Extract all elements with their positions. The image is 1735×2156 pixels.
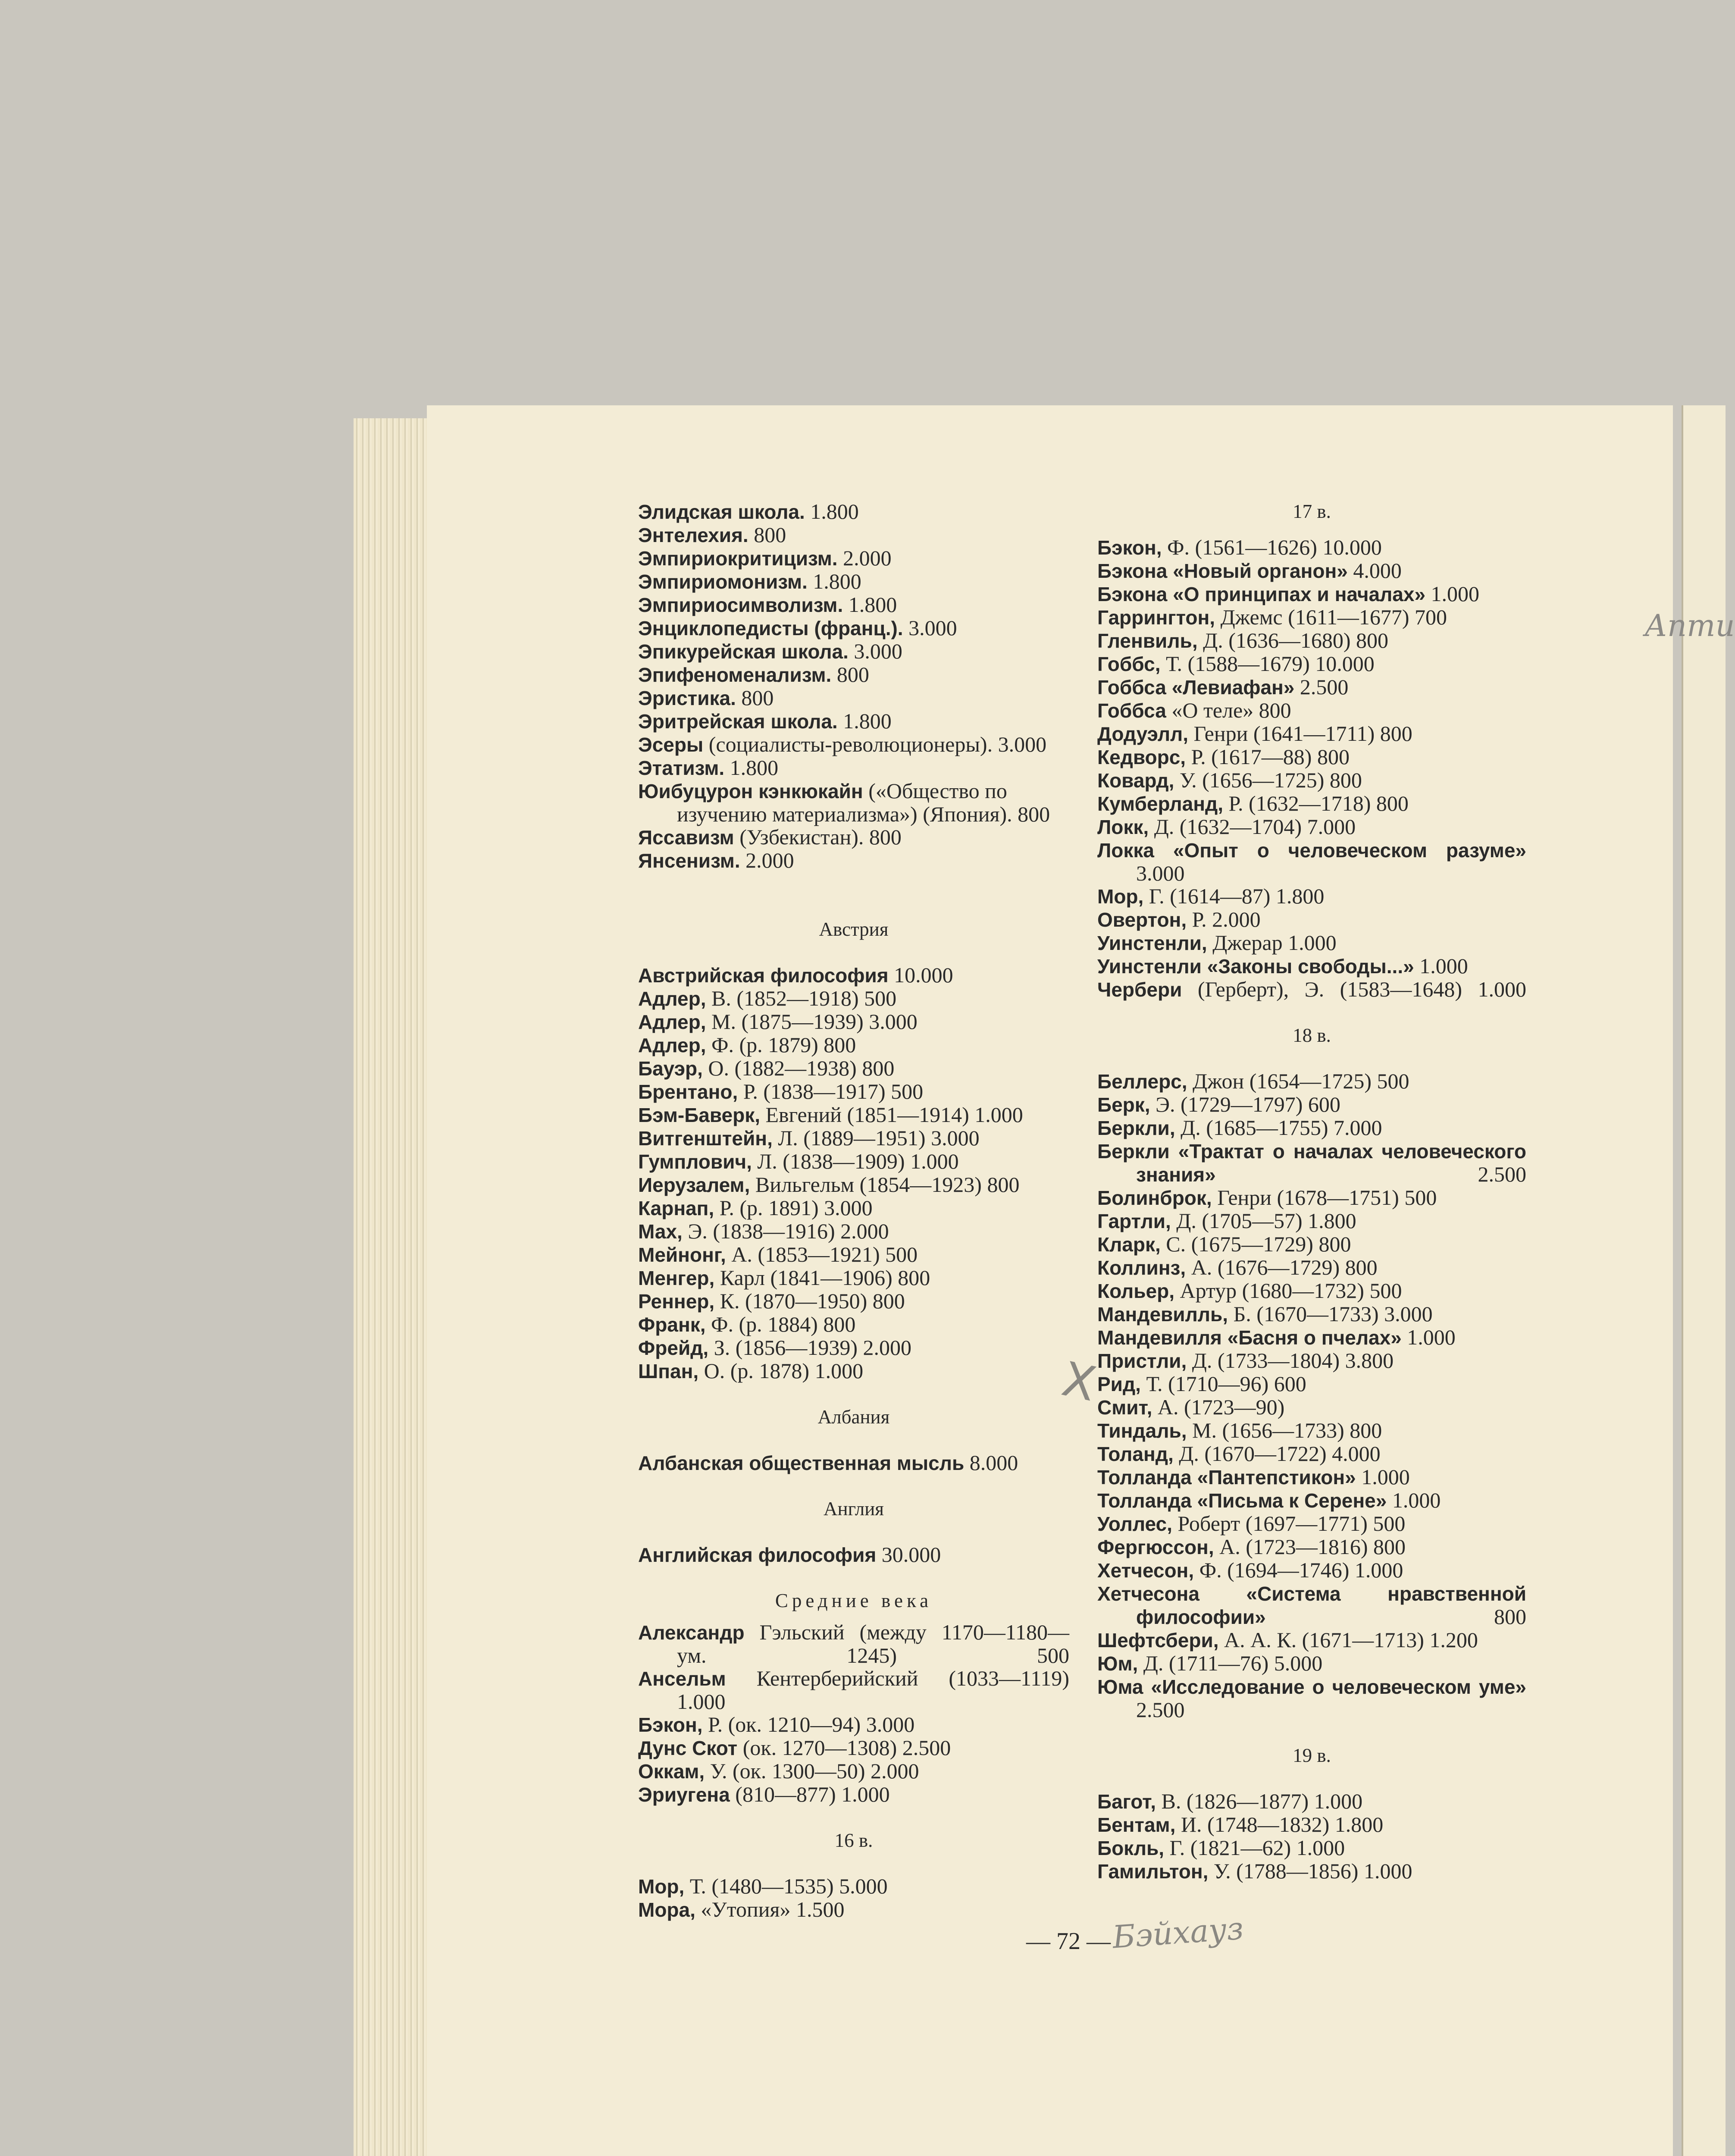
- entry-name: Тиндаль,: [1097, 1420, 1187, 1442]
- index-entry: [1097, 769, 1526, 792]
- index-entry: [1097, 839, 1526, 885]
- index-entry: [1097, 699, 1526, 722]
- entry-name: Бокль,: [1097, 1837, 1165, 1859]
- index-entry: [1097, 1629, 1526, 1652]
- facing-page-edge: [1644, 405, 1735, 2156]
- entry-name: Австрийская философия: [638, 964, 889, 987]
- entry-details: 1.000: [1356, 1465, 1410, 1489]
- entry-name: Юма «Исследование о человеческом уме»: [1097, 1676, 1526, 1698]
- entry-details: Л. (1838—1909) 1.000: [752, 1149, 959, 1173]
- entry-details: 10.000: [888, 963, 953, 987]
- entry-details: С. (1675—1729) 800: [1160, 1232, 1351, 1256]
- entry-name: Беркли,: [1097, 1117, 1175, 1139]
- index-entry: [638, 1713, 1069, 1736]
- entry-details: 2.500: [1294, 675, 1349, 699]
- index-entry: [638, 1451, 1069, 1475]
- entry-name: Бэкона «О принципах и началах»: [1097, 583, 1426, 605]
- entry-name: Эриугена: [638, 1783, 730, 1806]
- entry-details: 2.500: [1215, 1162, 1526, 1186]
- entry-name: Эмпириокритицизм.: [638, 547, 838, 570]
- entry-details: Ф. (1694—1746) 1.000: [1194, 1558, 1403, 1582]
- index-entry: [638, 547, 1069, 570]
- entry-details: (Герберт), Э. (1583—1648) 1.000: [1182, 977, 1526, 1001]
- entry-name: Энциклопедисты (франц.).: [638, 617, 903, 639]
- entry-details: У. (1656—1725) 800: [1174, 768, 1362, 792]
- index-entry: [1097, 908, 1526, 931]
- index-entry: [1097, 792, 1526, 815]
- page-edges: [354, 418, 431, 2156]
- index-entry: [1097, 1536, 1526, 1559]
- entry-name: Берк,: [1097, 1094, 1150, 1116]
- entry-name: Бауэр,: [638, 1057, 703, 1080]
- index-entry: [638, 1543, 1069, 1567]
- entry-details: Кентерберийский (1033—1119) 1.000: [677, 1666, 1069, 1714]
- index-entry: [638, 1667, 1069, 1713]
- index-entry: [638, 1736, 1069, 1760]
- index-entry: [638, 1621, 1069, 1667]
- entry-name: Эмпириомонизм.: [638, 570, 808, 593]
- entry-details: Р. (ок. 1210—94) 3.000: [702, 1712, 915, 1736]
- index-entry: [1097, 1489, 1526, 1512]
- index-entry: [1097, 1396, 1526, 1419]
- index-entry: [638, 780, 1069, 826]
- entry-details: 1.800: [805, 499, 859, 523]
- entry-name: Яссавизм: [638, 826, 734, 849]
- entry-details: Генри (1678—1751) 500: [1212, 1185, 1437, 1210]
- entry-name: Эристика.: [638, 687, 736, 709]
- index-entry: [638, 500, 1069, 523]
- index-entry: [638, 1336, 1069, 1360]
- entry-details: 800: [831, 662, 869, 686]
- entry-details: 2.000: [837, 546, 892, 570]
- index-entry: [638, 663, 1069, 686]
- entry-name: Витгенштейн,: [638, 1127, 773, 1150]
- index-entry: [1097, 1093, 1526, 1116]
- index-entry: [1097, 1512, 1526, 1536]
- entry-details: 800: [1265, 1604, 1526, 1629]
- entry-name: Карнап,: [638, 1197, 714, 1219]
- index-entry: [1097, 606, 1526, 629]
- entry-details: Ф. (р. 1879) 800: [706, 1033, 856, 1057]
- subheading-17th-century: 17 в.: [1293, 501, 1331, 522]
- entry-details: Г. (1614—87) 1.800: [1143, 884, 1325, 908]
- entry-name: Гленвиль,: [1097, 630, 1198, 652]
- entry-details: Т. (1710—96) 600: [1140, 1372, 1306, 1396]
- index-entry: [1097, 1186, 1526, 1210]
- entry-details: Д. (1632—1704) 7.000: [1149, 815, 1356, 839]
- entry-name: Мандевилля «Басня о пчелах»: [1097, 1326, 1402, 1349]
- entry-name: Мейнонг,: [638, 1244, 726, 1266]
- section-heading-albania: Албания: [817, 1406, 890, 1428]
- entry-details: Д. (1705—57) 1.800: [1171, 1209, 1356, 1233]
- entry-details: Джон (1654—1725) 500: [1187, 1069, 1409, 1093]
- index-entry: [1097, 1813, 1526, 1836]
- index-entry: [638, 1783, 1069, 1806]
- index-entry: [1097, 1279, 1526, 1303]
- entry-name: Пристли,: [1097, 1350, 1187, 1372]
- subheading-16th-century: 16 в.: [834, 1830, 873, 1851]
- index-entry: [638, 1760, 1069, 1783]
- entry-name: Элидская школа.: [638, 501, 805, 523]
- entry-details: 1.800: [807, 569, 861, 593]
- index-entry: [1097, 536, 1526, 559]
- index-entry: [1097, 931, 1526, 955]
- entry-details: 3.000: [1136, 861, 1185, 885]
- entry-details: 3.000: [848, 639, 902, 663]
- index-entry: [638, 1057, 1069, 1080]
- index-entry: [1097, 1210, 1526, 1233]
- entry-name: Коллинз,: [1097, 1257, 1186, 1279]
- entry-name: Фрейд,: [638, 1337, 709, 1359]
- entry-name: Английская философия: [638, 1544, 877, 1566]
- index-entry: [638, 964, 1069, 987]
- entry-details: («Общество по изучению материализма») (Япония). 800: [677, 779, 1050, 826]
- entry-details: Р. (р. 1891) 3.000: [714, 1196, 873, 1220]
- entry-details: Джемс (1611—1677) 700: [1215, 605, 1447, 629]
- index-entry: [638, 593, 1069, 617]
- entry-name: Юм,: [1097, 1652, 1138, 1675]
- entry-name: Бэкон,: [1097, 536, 1162, 559]
- entry-name: Эсеры: [638, 733, 704, 756]
- entry-name: Энтелехия.: [638, 524, 748, 546]
- handwritten-cross-mark: X: [1057, 1351, 1101, 1412]
- entry-name: Ансельм: [638, 1667, 726, 1690]
- entry-name: Шефтсбери,: [1097, 1629, 1219, 1651]
- entry-details: З. (1856—1939) 2.000: [708, 1335, 912, 1360]
- index-entry: [638, 826, 1069, 849]
- index-entry: [638, 1034, 1069, 1057]
- entry-details: (социалисты-революционеры). 3.000: [703, 732, 1047, 756]
- index-entry: [638, 1197, 1069, 1220]
- entry-details: О. (1882—1938) 800: [702, 1056, 895, 1080]
- entry-name: Толланда «Пантепстикон»: [1097, 1466, 1356, 1489]
- entry-details: А. (1676—1729) 800: [1186, 1255, 1378, 1279]
- entry-details: М. (1656—1733) 800: [1187, 1418, 1382, 1442]
- index-entry: [1097, 1675, 1526, 1721]
- entry-name: Эритрейская школа.: [638, 710, 838, 733]
- entry-details: Ф. (1561—1626) 10.000: [1162, 535, 1382, 559]
- entry-name: Толланда «Письма к Серене»: [1097, 1489, 1387, 1512]
- entry-name: Этатизм.: [638, 757, 725, 779]
- section-heading-austria: Австрия: [819, 918, 889, 940]
- entry-name: Додуэлл,: [1097, 723, 1189, 745]
- entry-name: Шпан,: [638, 1360, 699, 1382]
- entry-name: Менгер,: [638, 1267, 715, 1289]
- entry-list-17th-century: [1097, 536, 1526, 1001]
- entry-name: Албанская общественная мысль: [638, 1452, 965, 1474]
- entry-name: Мор,: [1097, 885, 1144, 908]
- index-entry: [1097, 746, 1526, 769]
- index-entry: [1097, 1466, 1526, 1489]
- entry-name: Фергюссон,: [1097, 1536, 1214, 1558]
- entry-name: Гоббса «Левиафан»: [1097, 676, 1295, 699]
- index-entry: [1097, 583, 1526, 606]
- entry-name: Эпикурейская школа.: [638, 640, 849, 663]
- entry-details: В. (1826—1877) 1.000: [1156, 1789, 1363, 1813]
- entry-details: 800: [736, 686, 774, 710]
- index-entry: [1097, 1652, 1526, 1675]
- index-entry: [1097, 1256, 1526, 1279]
- entry-details: А. (1723—1816) 800: [1214, 1535, 1406, 1559]
- entry-list-middle-ages: [638, 1621, 1069, 1806]
- entry-details: Т. (1588—1679) 10.000: [1160, 652, 1375, 676]
- entry-details: Т. (1480—1535) 5.000: [684, 1874, 888, 1898]
- entry-details: 1.000: [1425, 582, 1480, 606]
- entry-name: Хетчесона «Система нравственной философии»: [1097, 1583, 1526, 1628]
- index-entry: [1097, 978, 1526, 1001]
- entry-details: Р. (1838—1917) 500: [738, 1079, 924, 1103]
- entry-name: Гумплович,: [638, 1150, 752, 1173]
- entry-name: Рид,: [1097, 1373, 1141, 1395]
- page-number: — 72 —: [1026, 1928, 1111, 1955]
- entry-list-albania: [638, 1451, 1069, 1475]
- index-entry: [1097, 955, 1526, 978]
- index-entry: [1097, 629, 1526, 652]
- entry-details: И. (1748—1832) 1.800: [1175, 1812, 1384, 1836]
- entry-details: Д. (1711—76) 5.000: [1138, 1651, 1323, 1675]
- entry-name: Эпифеноменализм.: [638, 664, 832, 686]
- index-entry: [638, 1220, 1069, 1243]
- entry-details: Артур (1680—1732) 500: [1174, 1279, 1402, 1303]
- entry-details: «О теле» 800: [1166, 698, 1291, 722]
- index-entry: [638, 1080, 1069, 1103]
- entry-name: Уинстенли,: [1097, 932, 1207, 954]
- index-entry: [638, 617, 1069, 640]
- entry-details: 1.000: [1401, 1325, 1456, 1349]
- index-entry: [638, 1243, 1069, 1266]
- entry-details: «Утопия» 1.500: [695, 1897, 845, 1921]
- index-entry: [1097, 1860, 1526, 1883]
- index-entry: [1097, 1070, 1526, 1093]
- entry-details: 1.800: [724, 755, 779, 780]
- entry-details: Гэльский (между 1170—1180—ум. 1245) 500: [677, 1620, 1069, 1667]
- entry-name: Адлер,: [638, 1011, 706, 1033]
- entry-details: Евгений (1851—1914) 1.000: [760, 1103, 1023, 1127]
- entry-name: Кедворс,: [1097, 746, 1186, 768]
- entry-name: Локка «Опыт о человеческом разуме»: [1097, 839, 1526, 862]
- entry-details: Р. (1617—88) 800: [1186, 745, 1350, 769]
- index-entry: [1097, 1790, 1526, 1813]
- index-entry: [1097, 815, 1526, 839]
- entry-details: М. (1875—1939) 3.000: [706, 1009, 918, 1034]
- entry-name: Локк,: [1097, 816, 1149, 838]
- entry-name: Беркли «Трактат о началах человеческого знания»: [1097, 1140, 1526, 1186]
- index-entry: [638, 1266, 1069, 1290]
- entry-name: Мах,: [638, 1220, 683, 1243]
- entry-name: Адлер,: [638, 1034, 706, 1056]
- entry-details: Ф. (р. 1884) 800: [705, 1312, 856, 1336]
- entry-list-19th-century: [1097, 1790, 1526, 1883]
- entry-details: Джерар 1.000: [1207, 931, 1337, 955]
- entry-details: 1.000: [1414, 954, 1468, 978]
- entry-name: Кларк,: [1097, 1233, 1161, 1256]
- subheading-19th-century: 19 в.: [1293, 1745, 1331, 1766]
- entry-name: Толанд,: [1097, 1443, 1174, 1465]
- index-entry: [638, 1150, 1069, 1173]
- entry-details: Л. (1889—1951) 3.000: [772, 1126, 980, 1150]
- entry-details: 3.000: [903, 616, 957, 640]
- entry-details: 30.000: [876, 1542, 941, 1567]
- entry-name: Ковард,: [1097, 769, 1174, 792]
- entry-details: Э. (1729—1797) 600: [1150, 1092, 1340, 1116]
- entry-name: Янсенизм.: [638, 849, 740, 872]
- entry-name: Кольер,: [1097, 1280, 1174, 1302]
- index-entry: [1097, 1442, 1526, 1466]
- entry-name: Гоббс,: [1097, 653, 1161, 675]
- index-entry: [1097, 1233, 1526, 1256]
- entry-details: Э. (1838—1916) 2.000: [682, 1219, 889, 1243]
- entry-name: Реннер,: [638, 1290, 715, 1313]
- entry-name: Кумберланд,: [1097, 793, 1223, 815]
- entry-name: Гаррингтон,: [1097, 606, 1215, 629]
- index-entry: [1097, 1140, 1526, 1186]
- subheading-18th-century: 18 в.: [1293, 1025, 1331, 1046]
- entry-details: 1.000: [1387, 1488, 1441, 1512]
- index-entry: [638, 523, 1069, 547]
- index-entry: [638, 733, 1069, 756]
- entry-details: 8.000: [964, 1451, 1018, 1475]
- entry-details: К. (1870—1950) 800: [714, 1289, 905, 1313]
- entry-details: (810—877) 1.000: [730, 1782, 890, 1806]
- entry-name: Эмпириосимволизм.: [638, 594, 843, 616]
- entry-details: А. (1853—1921) 500: [726, 1242, 918, 1266]
- entry-name: Юибуцурон кэнкюкайн: [638, 780, 863, 802]
- entry-details: Вильгельм (1854—1923) 800: [750, 1172, 1020, 1197]
- index-entry: [638, 1010, 1069, 1034]
- index-entry: [1097, 722, 1526, 746]
- index-entry: [638, 1127, 1069, 1150]
- entry-name: Бэм-Баверк,: [638, 1104, 761, 1126]
- entry-details: Д. (1670—1722) 4.000: [1173, 1442, 1381, 1466]
- index-entry: [638, 1103, 1069, 1127]
- entry-name: Мора,: [638, 1899, 695, 1921]
- index-entry: [638, 756, 1069, 780]
- index-entry: [638, 1898, 1069, 1921]
- index-entry: [638, 710, 1069, 733]
- index-entry: [1097, 1349, 1526, 1373]
- entry-name: Бентам,: [1097, 1814, 1176, 1836]
- entry-details: 1.800: [843, 592, 897, 617]
- entry-name: Мор,: [638, 1875, 685, 1898]
- entry-details: 1.800: [837, 709, 892, 733]
- index-entry: [1097, 1836, 1526, 1860]
- entry-list-e: [638, 500, 1069, 872]
- entry-list-austria: [638, 964, 1069, 1383]
- index-entry: [638, 640, 1069, 663]
- index-entry: [1097, 1419, 1526, 1442]
- index-entry: [1097, 885, 1526, 908]
- entry-list-18th-century: [1097, 1070, 1526, 1721]
- entry-name: Хетчесон,: [1097, 1559, 1194, 1582]
- entry-details: Д. (1685—1755) 7.000: [1175, 1116, 1382, 1140]
- entry-details: В. (1852—1918) 500: [706, 986, 897, 1010]
- entry-name: Александр: [638, 1621, 745, 1644]
- index-entry: [1097, 1582, 1526, 1629]
- entry-details: 2.500: [1136, 1698, 1185, 1722]
- entry-name: Брентано,: [638, 1081, 738, 1103]
- entry-details: Д. (1733—1804) 3.800: [1187, 1348, 1394, 1373]
- handwritten-signature: Бэйхауз: [1111, 1910, 1245, 1955]
- entry-name: Болинброк,: [1097, 1187, 1212, 1209]
- entry-name: Адлер,: [638, 987, 706, 1010]
- subheading-middle-ages: Средние века: [775, 1590, 933, 1611]
- entry-name: Смит,: [1097, 1396, 1152, 1419]
- index-entry: [1097, 1559, 1526, 1582]
- left-column: [638, 500, 1069, 1921]
- index-entry: [1097, 1326, 1526, 1349]
- index-entry: [1097, 559, 1526, 583]
- entry-details: 4.000: [1347, 558, 1402, 583]
- entry-details: А. А. К. (1671—1713) 1.200: [1218, 1628, 1478, 1652]
- entry-details: Роберт (1697—1771) 500: [1172, 1511, 1406, 1536]
- entry-name: Франк,: [638, 1313, 706, 1336]
- entry-list-16th-century: [638, 1875, 1069, 1921]
- entry-name: Уоллес,: [1097, 1513, 1172, 1535]
- entry-details: 800: [748, 523, 786, 547]
- entry-details: Д. (1636—1680) 800: [1197, 628, 1389, 652]
- index-entry: [1097, 676, 1526, 699]
- entry-details: 2.000: [740, 848, 794, 872]
- index-entry: [638, 987, 1069, 1010]
- entry-details: У. (1788—1856) 1.000: [1208, 1859, 1412, 1883]
- index-entry: [1097, 1373, 1526, 1396]
- entry-details: У. (ок. 1300—50) 2.000: [705, 1759, 919, 1783]
- index-entry: [638, 1360, 1069, 1383]
- entry-name: Мандевилль,: [1097, 1303, 1228, 1326]
- entry-details: Р. (1632—1718) 800: [1223, 791, 1409, 815]
- index-entry: [1097, 1116, 1526, 1140]
- section-heading-england: Англия: [824, 1498, 884, 1520]
- entry-name: Бэкона «Новый органон»: [1097, 560, 1348, 582]
- entry-name: Беллерс,: [1097, 1070, 1187, 1093]
- entry-details: Р. 2.000: [1187, 907, 1261, 931]
- index-entry: [638, 849, 1069, 872]
- entry-name: Гоббса: [1097, 699, 1166, 722]
- index-entry: [638, 1173, 1069, 1197]
- entry-name: Уинстенли «Законы свободы...»: [1097, 955, 1414, 978]
- index-entry: [638, 686, 1069, 710]
- entry-name: Багот,: [1097, 1790, 1156, 1813]
- entry-details: О. (р. 1878) 1.000: [698, 1359, 864, 1383]
- right-column: [1097, 500, 1526, 1883]
- entry-name: Бэкон,: [638, 1714, 703, 1736]
- index-entry: [638, 1875, 1069, 1898]
- entry-name: Гартли,: [1097, 1210, 1171, 1232]
- entry-name: Чербери: [1097, 978, 1182, 1001]
- entry-details: (Узбекистан). 800: [734, 825, 902, 849]
- entry-name: Дунс Скот: [638, 1737, 738, 1759]
- entry-details: (ок. 1270—1308) 2.500: [737, 1736, 951, 1760]
- index-entry: [1097, 652, 1526, 676]
- index-entry: [638, 570, 1069, 593]
- entry-name: Гамильтон,: [1097, 1860, 1209, 1883]
- entry-details: Карл (1841—1906) 800: [714, 1266, 930, 1290]
- entry-details: Генри (1641—1711) 800: [1188, 721, 1412, 746]
- entry-list-england: [638, 1543, 1069, 1567]
- margin-note: Апти: [1644, 608, 1735, 643]
- entry-details: Б. (1670—1733) 3.000: [1228, 1302, 1433, 1326]
- index-entry: [638, 1313, 1069, 1336]
- entry-name: Оккам,: [638, 1760, 705, 1783]
- index-entry: [1097, 1303, 1526, 1326]
- entry-name: Овертон,: [1097, 909, 1187, 931]
- entry-name: Иерузалем,: [638, 1174, 750, 1196]
- index-entry: [638, 1290, 1069, 1313]
- entry-details: Г. (1821—62) 1.000: [1164, 1836, 1345, 1860]
- entry-details: А. (1723—90): [1152, 1395, 1285, 1419]
